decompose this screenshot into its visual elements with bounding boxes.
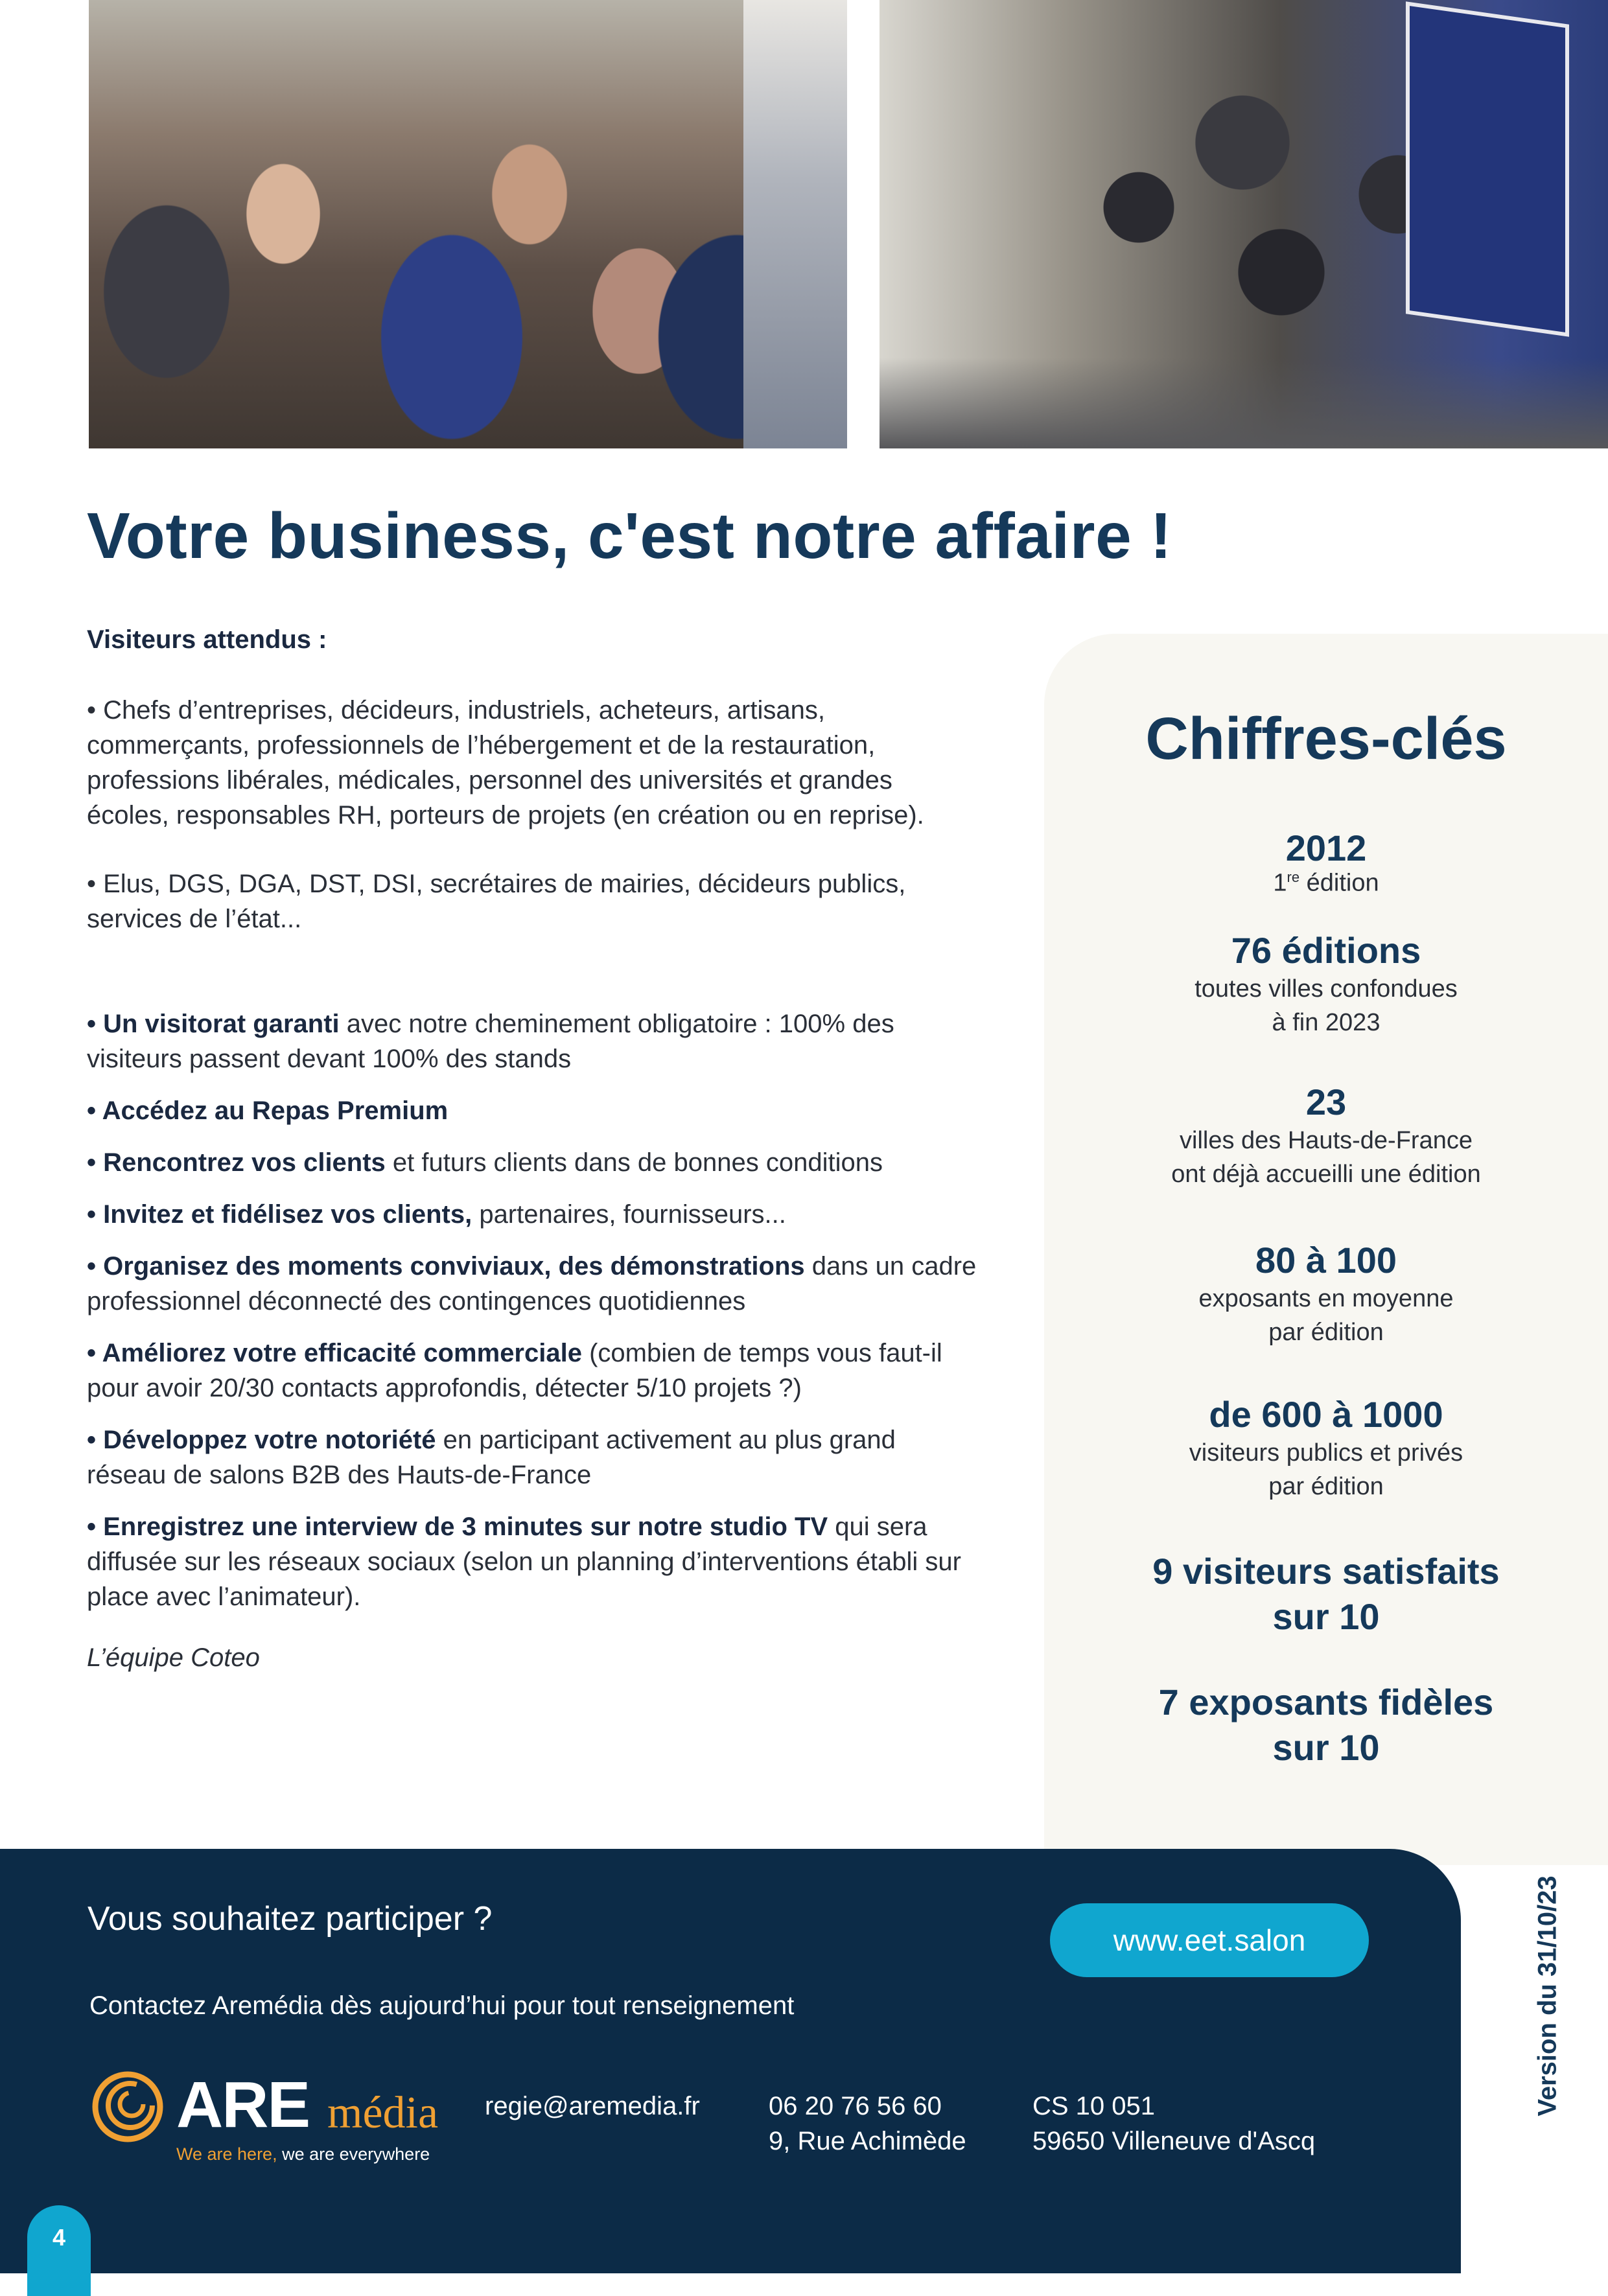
version-label: Version du 31/10/23 — [1533, 1875, 1562, 2116]
benefit-item: • Un visitorat garanti avec notre cheminement obligatoire : 100% des visiteurs passent devant 100% des stands — [87, 1010, 894, 1073]
stat-cities: 23 villes des Hauts-de-France ont déjà accueilli une édition — [1171, 1082, 1481, 1188]
spiral-logo-icon — [89, 2068, 167, 2146]
benefit-item: • Organisez des moments conviviaux, des démonstrations dans un cadre professionnel déconnecté des contingences quotidiennes — [87, 1252, 977, 1316]
logo-main-text: ARE — [176, 2069, 310, 2141]
stat-visitors: de 600 à 1000 visiteurs publics et privés par édition — [1189, 1394, 1463, 1500]
benefit-item: • Accédez au Repas Premium — [87, 1096, 449, 1125]
benefit-item: • Développez votre notoriété en participant activement au plus grand réseau de salons B2B des Hauts-de-France — [87, 1426, 896, 1489]
benefit-item: • Rencontrez vos clients et futurs clients dans de bonnes conditions — [87, 1148, 883, 1177]
benefit-item: • Améliorez votre efficacité commerciale (combien de temps vous faut-il pour avoir 20/30 contacts approfondis, détecter 5/10 projets ?) — [87, 1339, 942, 1402]
event-photo-left — [89, 0, 847, 448]
page-title: Votre business, c'est notre affaire ! — [87, 500, 1172, 572]
stat-first-edition: 2012 1re édition — [1273, 828, 1379, 897]
contact-footer — [0, 1849, 1461, 2273]
stat-exhibitors: 80 à 100 exposants en moyenne par édition — [1198, 1240, 1454, 1346]
aremedia-logo — [89, 2068, 452, 2165]
logo-script-text: média — [327, 2088, 439, 2138]
visitors-group-1: • Chefs d’entreprises, décideurs, industriels, acheteurs, artisans, commerçants, professionnels de l’hébergement et de la restauration, professions libérales, médicales, personnel des universités et grandes écoles, responsables RH, porteurs de projets (en création ou en reprise). — [87, 696, 924, 829]
stat-loyal: 7 exposants fidèles sur 10 — [1158, 1682, 1494, 1768]
page-number: 4 — [27, 2205, 91, 2296]
stat-satisfied: 9 visiteurs satisfaits sur 10 — [1152, 1551, 1500, 1637]
visitors-section — [87, 622, 981, 1675]
key-figures-panel — [1044, 634, 1608, 1865]
footer-subtitle: Contactez Aremédia dès aujourd’hui pour tout renseignement — [89, 1991, 795, 2020]
visitors-heading: Visiteurs attendus : — [87, 625, 327, 654]
contact-phone-address: 06 20 76 56 60 9, Rue Achimède — [769, 2092, 966, 2155]
website-button[interactable]: www.eet.salon — [1050, 1903, 1369, 1977]
signature: L’équipe Coteo — [87, 1643, 260, 1672]
contact-email[interactable]: regie@aremedia.fr — [485, 2092, 700, 2120]
footer-title: Vous souhaitez participer ? — [87, 1900, 493, 1938]
key-figures-heading: Chiffres-clés — [1145, 706, 1507, 772]
stat-editions: 76 éditions toutes villes confondues à fin 2023 — [1194, 930, 1458, 1036]
visitors-group-2: • Elus, DGS, DGA, DST, DSI, secrétaires de mairies, décideurs publics, services de l’état... — [87, 870, 906, 933]
event-photo-right — [880, 0, 1608, 448]
benefit-item: • Enregistrez une interview de 3 minutes sur notre studio TV qui sera diffusée sur les réseaux sociaux (selon un planning d’interventions établi sur place avec l’animateur). — [87, 1513, 961, 1611]
benefit-item: • Invitez et fidélisez vos clients, partenaires, fournisseurs... — [87, 1200, 786, 1229]
logo-tagline: We are here, we are everywhere — [176, 2144, 430, 2164]
contact-postal: CS 10 051 59650 Villeneuve d'Ascq — [1032, 2092, 1316, 2155]
